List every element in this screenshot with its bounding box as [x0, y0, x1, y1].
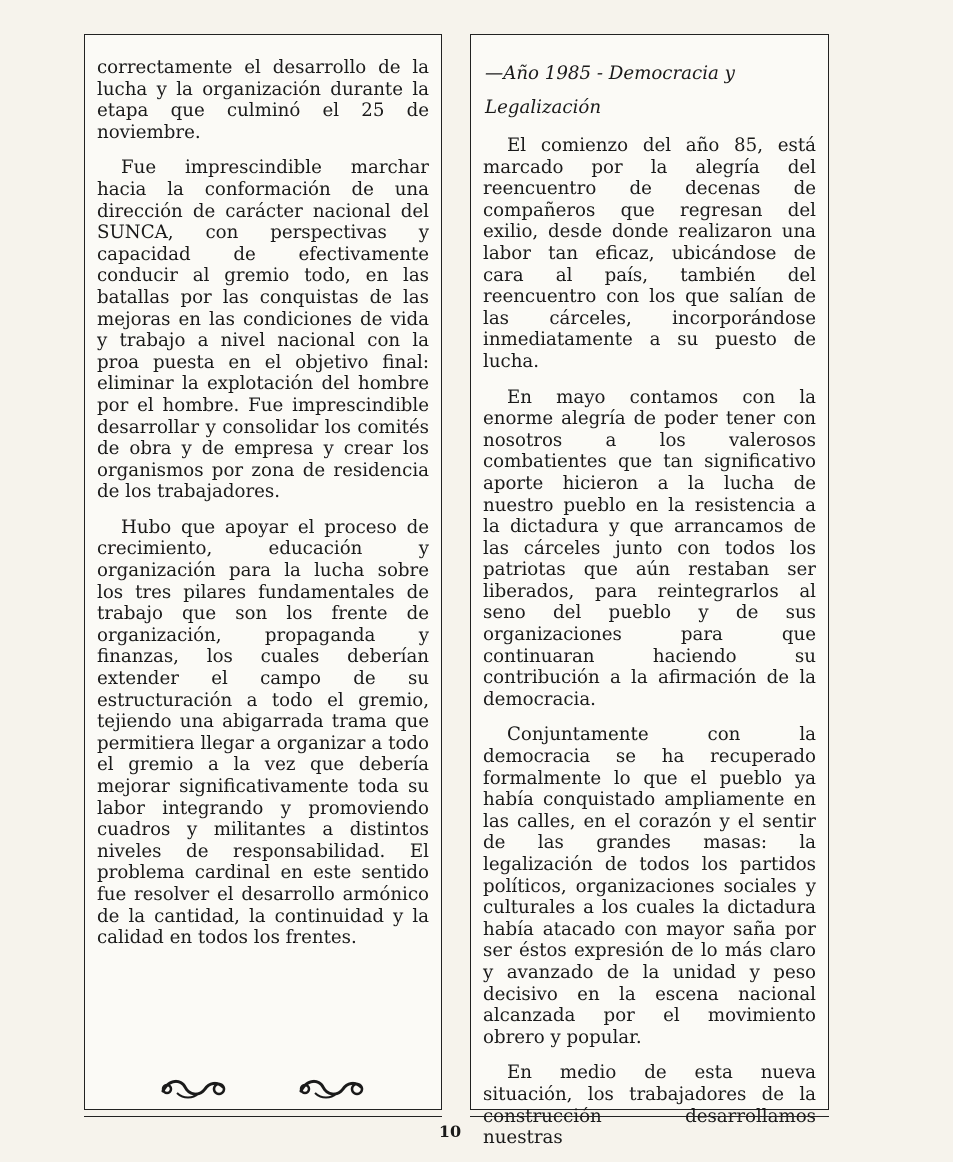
- left-column: [84, 34, 442, 1110]
- page-number: 10: [438, 1122, 462, 1141]
- paragraph: El comienzo del año 85, está marcado por la alegría del reencuentro de decenas de compañeros que regresan del exilio, desde donde realizaron una labor tan eficaz, ubicándose de cara al país, también del reencuentro con los que salían de las cárceles, incorporándose inmediatamente a su puesto de lucha.: [483, 135, 816, 372]
- scroll-ornament-icon: [297, 1075, 367, 1105]
- paragraph: correctamente el desarrollo de la lucha y la organización durante la etapa que culminó el 25 de noviembre.: [97, 57, 429, 143]
- paragraph: En medio de esta nueva situación, los trabajadores de la construcción desarrollamos nuestras: [483, 1062, 816, 1149]
- paragraph: Fue imprescindible marchar hacia la conformación de una dirección de carácter nacional del SUNCA, con perspectivas y capacidad de efectivamente conducir al gremio todo, en las batallas por las conquistas de las mejoras en las condiciones de vida y trabajo a nivel nacional con la proa puesta en el objetivo final: eliminar la explotación del hombre por el hombre. Fue imprescindible desarrollar y consolidar los comités de obra y de empresa y crear los organismos por zona de residencia de los trabajadores.: [97, 157, 429, 503]
- paragraph: Conjuntamente con la democracia se ha recuperado formalmente lo que el pueblo ya había conquistado ampliamente en las calles, en el corazón y el sentir de las grandes masas: la legalización de todos los partidos políticos, organizaciones sociales y culturales a los cuales la dictadura había atacado con mayor saña por ser éstos expresión de lo más claro y avanzado de la unidad y peso decisivo en la escena nacional alcanzada por el movimiento obrero y popular.: [483, 724, 816, 1048]
- scroll-ornament-icon: [159, 1075, 229, 1105]
- paragraph: Hubo que apoyar el proceso de crecimiento, educación y organización para la lucha sobre los tres pilares fundamentales de trabajo que son los frente de organización, propaganda y finanzas, los cuales deberían extender el campo de su estructuración a todo el gremio, tejiendo una abigarrada trama que permitiera llegar a organizar a todo el gremio a la vez que debería mejorar significativamente toda su labor integrando y promoviendo cuadros y militantes a distintos niveles de responsabilidad. El problema cardinal en este sentido fue resolver el desarrollo armónico de la cantidad, la continuidad y la calidad en todos los frentes.: [97, 516, 429, 949]
- paragraph: En mayo contamos con la enorme alegría de poder tener con nosotros a los valerosos combatientes que tan significativo aporte hicieron a la lucha de nuestro pueblo en la resistencia a la dictadura y que arrancamos de las cárceles junto con todos los patriotas que aún restaban ser liberados, para reintegrarlos al seno del pueblo y de sus organizaciones para que continuaran haciendo su contribución a la afirmación de la democracia.: [483, 386, 816, 710]
- ornament-row: [85, 1075, 441, 1105]
- right-column: [470, 34, 829, 1149]
- section-heading: —Año 1985 - Democracia y Legalización: [485, 63, 735, 118]
